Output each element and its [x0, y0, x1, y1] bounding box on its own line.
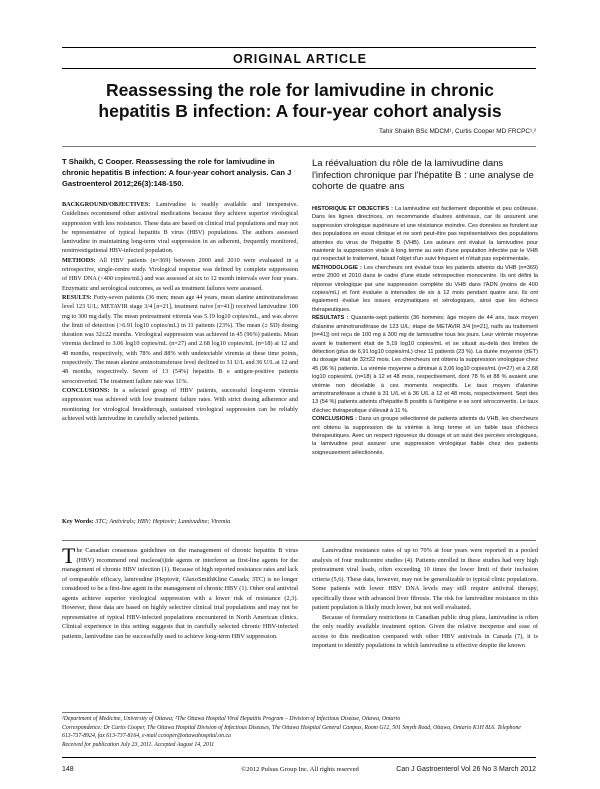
keywords [62, 518, 298, 525]
abstract-conclusions-text: In a selected group of HBV patients, successful long-term viremia suppression was achieved with low treatment failure rates. With strict dosing adherence and monitoring for virological breakthrough, sustained virological suppression can be reliably achieved with lamivudine in carefully selected patients. [62, 386, 299, 422]
affiliations: ¹Department of Medicine, University of Ottawa; ²The Ottawa Hospital Viral Hepatitis Program – Division of Infectious Disease, Ottawa, Ontario [62, 716, 401, 722]
abstract-french [312, 205, 538, 457]
abstract-conclusions [62, 386, 298, 423]
keywords-text: 3TC; Antivirals; HBV; Heptovir; Lamivudine; Viremia [95, 518, 231, 525]
resume-historique-text: La lamivudine est facilement disponible et peu coûteuse. Dans les lignes directrices, on recommande d'autres antiviraux, car ils assurent une suppression virologique supérieure et une résistance moindre. Ces données se fondent sur des populations en essai clinique et ne sont peut-être pas représentatives des populations atteintes du virus de l'hépatite B (VHB). Les auteurs ont évalué la lamivudine pour maintenir la suppression virale à long terme au sein d'une population infectée par le VHB qui respectait le traitement, faisait l'objet d'un suivi fréquent et n'était pas expérimentale. [312, 206, 538, 263]
copyright: ©2012 Pulsus Group Inc. All rights reserved [241, 766, 359, 773]
resume-resultats-text: Quarante-sept patients (36 hommes; âge moyen de 44 ans, taux moyen d'alanine aminotransférase de 123 U/L; étape de METAVIR 3/4 [n=21], naïfs au traitement [n=41]) ont reçu de 100 mg à 300 mg de lamivudine tous les jours. Leur virémie moyenne avant le traitement était de 5,19 log10 copies/mL et se situait au-delà des limites de détection (plus de 6,91 log10 copies/mL) chez 11 patients (23 %). La durée moyenne (±ET) du dosage était de 32±22 mois. Les chercheurs ont obtenu la suppression virologique chez 45 (96 %) patients. La virémie moyenne a diminué à 3,06 log10 copies/mL (n=27) et à 2,68 log10 copies/mL (n=18) à 12 et 48 mois, respectivement, dont 78 % et 88 % avaient une virémie non décelable à ces moments respectifs. Le taux moyen d'alanine aminotransférase a chuté à 31 U/L et à 36 U/L à 12 et 48 mois, respectivement. Sept des 13 (54 %) patients atteints d'hépatite B positifs à l'antigène e se sont séroconvertis. Le taux d'échec thérapeutique s'élevait à 11 %. [312, 315, 538, 414]
abstract-methods-text: All HBV patients (n=369) between 2000 and 2010 were evaluated in a retrospective, single-centre study. Virological response was defined by complete suppression of HBV DNA (<400 copies/mL) and was assessed at six to 12 month intervals over four years. Enzymatic and serological outcomes, as well as treatment failures were assessed. [62, 256, 298, 292]
body-paragraph [62, 543, 298, 641]
correspondence: Correspondence: Dr Curtis Cooper, The Ottawa Hospital Division of Infectious Diseases, The Ottawa Hospital General Campus, Room G12, 501 Smyth Road, Ottawa, Ontario K1H 8L6. Telephone 613-737-8924, fax 613-737-8164, e-mail ccooper@ottawahospital.on.ca [62, 724, 521, 740]
resume-historique-label: HISTORIQUE ET OBJECTIFS : [312, 206, 393, 212]
resume-methodologie [312, 264, 538, 314]
abstract-background-label: BACKGROUND/OBJECTIVES: [62, 201, 151, 208]
body-paragraph: Lamivudine resistance rates of up to 70% at four years were reported in a pooled analysis of four multicentre studies (4). Patients enrolled in these studies had very high pretreatment viral loads, often exceeding 10 times the lower limit of their inclusion criteria (5,6). These data, however, may not be generalizable to typical clinic populations. Some patients with lower HBV DNA levels may still require antiviral therapy, specifically those with advanced liver fibrosis. The risk for lamivudine resistance in this patient population is likely much lower, but not well evaluated. [312, 547, 538, 611]
abstract-results [62, 293, 298, 386]
abstract-english [62, 200, 298, 423]
abstract-methods [62, 256, 298, 293]
abstract-background [62, 200, 298, 256]
header-rule-top [62, 47, 536, 48]
abstract-results-label: RESULTS: [62, 293, 92, 301]
author-list: Tahir Shaikh BSc MDCM¹, Curtis Cooper MD FRCPC¹,² [379, 128, 536, 135]
received-dates: Received for publication July 23, 2011. Accepted August 14, 2011 [62, 741, 215, 748]
body-right-column [312, 546, 538, 651]
resume-methodologie-text: Les chercheurs ont évalué tous les patients atteints du VHB (n=369) entre 2000 et 2010 dans le cadre d'une étude rétrospective monocentre. Ils ont défini la réponse virologique par une suppression complète du VHB dans l'ADN (moins de 400 copies/mL) et l'ont évaluée à intervalles de six à 12 mois pendant quatre ans. Ils ont également évalué les issues enzymatiques et sérologiques, ainsi que les échecs thérapeutiques. [312, 264, 538, 313]
resume-methodologie-label: MÉTHODOLOGIE : [312, 264, 362, 271]
journal-info: Can J Gastroenterol Vol 26 No 3 March 2012 [396, 766, 536, 773]
abstract-conclusions-label: CONCLUSIONS: [62, 386, 110, 394]
header-rule-bottom [62, 68, 536, 69]
article-title: Reassessing the role for lamivudine in chronic hepatitis B infection: A four-year cohort analysis [98, 80, 502, 121]
page-number: 148 [62, 766, 74, 773]
footnotes [62, 715, 532, 749]
drop-cap: T [62, 543, 76, 568]
footer-rule [62, 757, 536, 758]
resume-conclusions-label: CONCLUSIONS : [312, 416, 357, 423]
citation: T Shaikh, C Cooper. Reassessing the role for lamivudine in chronic hepatitis B infection: A four-year cohort analysis. Can J Gastroenterol 2012;26(3):148-150. [62, 157, 292, 188]
body-left-column [62, 543, 298, 641]
resume-historique [312, 205, 538, 264]
resume-conclusions-text: Dans un groupe sélectionné de patients atteints du VHB, les chercheurs ont obtenu la suppression de la virémie à long terme et un faible taux d'échecs thérapeutiques. Avec un respect rigoureux du dosage et un suivi des percées virologiques, la lamivudine peut assurer une suppression virologique fiable chez des patients soigneusement sélectionnés. [312, 416, 538, 456]
body-paragraph: Because of formulary restrictions in Canadian public drug plans, lamivudine is often the only readily available treatment option. Given the relative inexpense and ease of access to this medication compared with other HBV antivirals in Canada (7), it is important to identify populations in which lamivudine is effective despite the known [312, 613, 538, 649]
abstract-divider [62, 540, 536, 541]
section-label: ORIGINAL ARTICLE [232, 52, 368, 66]
abstract-results-text: Forty-seven patients (36 men; mean age 44 years, mean alanine aminotransferase level 123 U/L; METAVIR stage 3/4 [n=21], treatment naive [n=41]) received lamivudine 100 mg to 300 mg daily. The mean pretreatment viremia was 5.19 log10 copies/mL, and was above the limit of detection (>6.91 log10 copies/mL) in 11 patients (23%). The mean (± SD) dosing duration was 32±22 months. Virological suppression was achieved in 45 (96%) patients. Mean viremia declined to 3.06 log10 copies/mL (n=27) and 2.68 log10 copies/mL (n=18) at 12 and 48 months, respectively, with 78% and 88% with undetectable viremia at these time points, respectively. The mean alanine aminotransferase level declined to 31 U/L and 36 U/L at 12 and 48 months, respectively. Seven of 13 (54%) hepatitis B e antigen-positive patients seroconverted. The treatment failure rate was 11%. [62, 293, 298, 385]
title-divider [62, 146, 536, 147]
resume-conclusions [312, 415, 538, 457]
resume-resultats-label: RÉSULTATS : [312, 315, 349, 322]
abstract-background-text: Lamivudine is readily available and inexpensive. Guidelines recommend other antiviral medications because they achieve superior virological suppression with less resistance. These data are based on clinical trial populations and may not be representative of typical hepatitis B virus (HBV) populations. The authors assessed lamivudine in maintaining long-term viral suppression in an adherent, frequently monitored, noninvestigational HBV-infected population. [62, 201, 299, 255]
body-paragraph-text: he Canadian consensus guidelines on the management of chronic hepatitis B virus (HBV) recommend oral nucleos(t)ide agents or interferon as first-line agents for the management of chronic HBV infection (1). Because of high reported resistance rates and lack of comparable efficacy, lamivudine (Heptovir, GlaxoSmithKline Canada; 3TC) is no longer considered to be a first-line agent in the management of chronic HBV (1). Other oral antiviral agents achieve superior virological suppression with a lower risk of resistance (2,3). However, these data are based on highly selective clinical trial populations and may not be representative of typical HBV-infected populations encountered in North American clinics. Clinical experience in this setting suggests that in carefully selected chronic HBV-infected patients, lamivudine can be successfully used to achieve long-term HBV suppression. [62, 547, 298, 640]
resume-resultats [312, 314, 538, 415]
french-title: La réévaluation du rôle de la lamivudine dans l'infection chronique par l'hépatite B : une analyse de cohorte de quatre ans [312, 158, 534, 192]
keywords-label: Key Words: [62, 518, 94, 525]
abstract-methods-label: METHODS: [62, 256, 96, 264]
footnote-rule [62, 712, 152, 713]
